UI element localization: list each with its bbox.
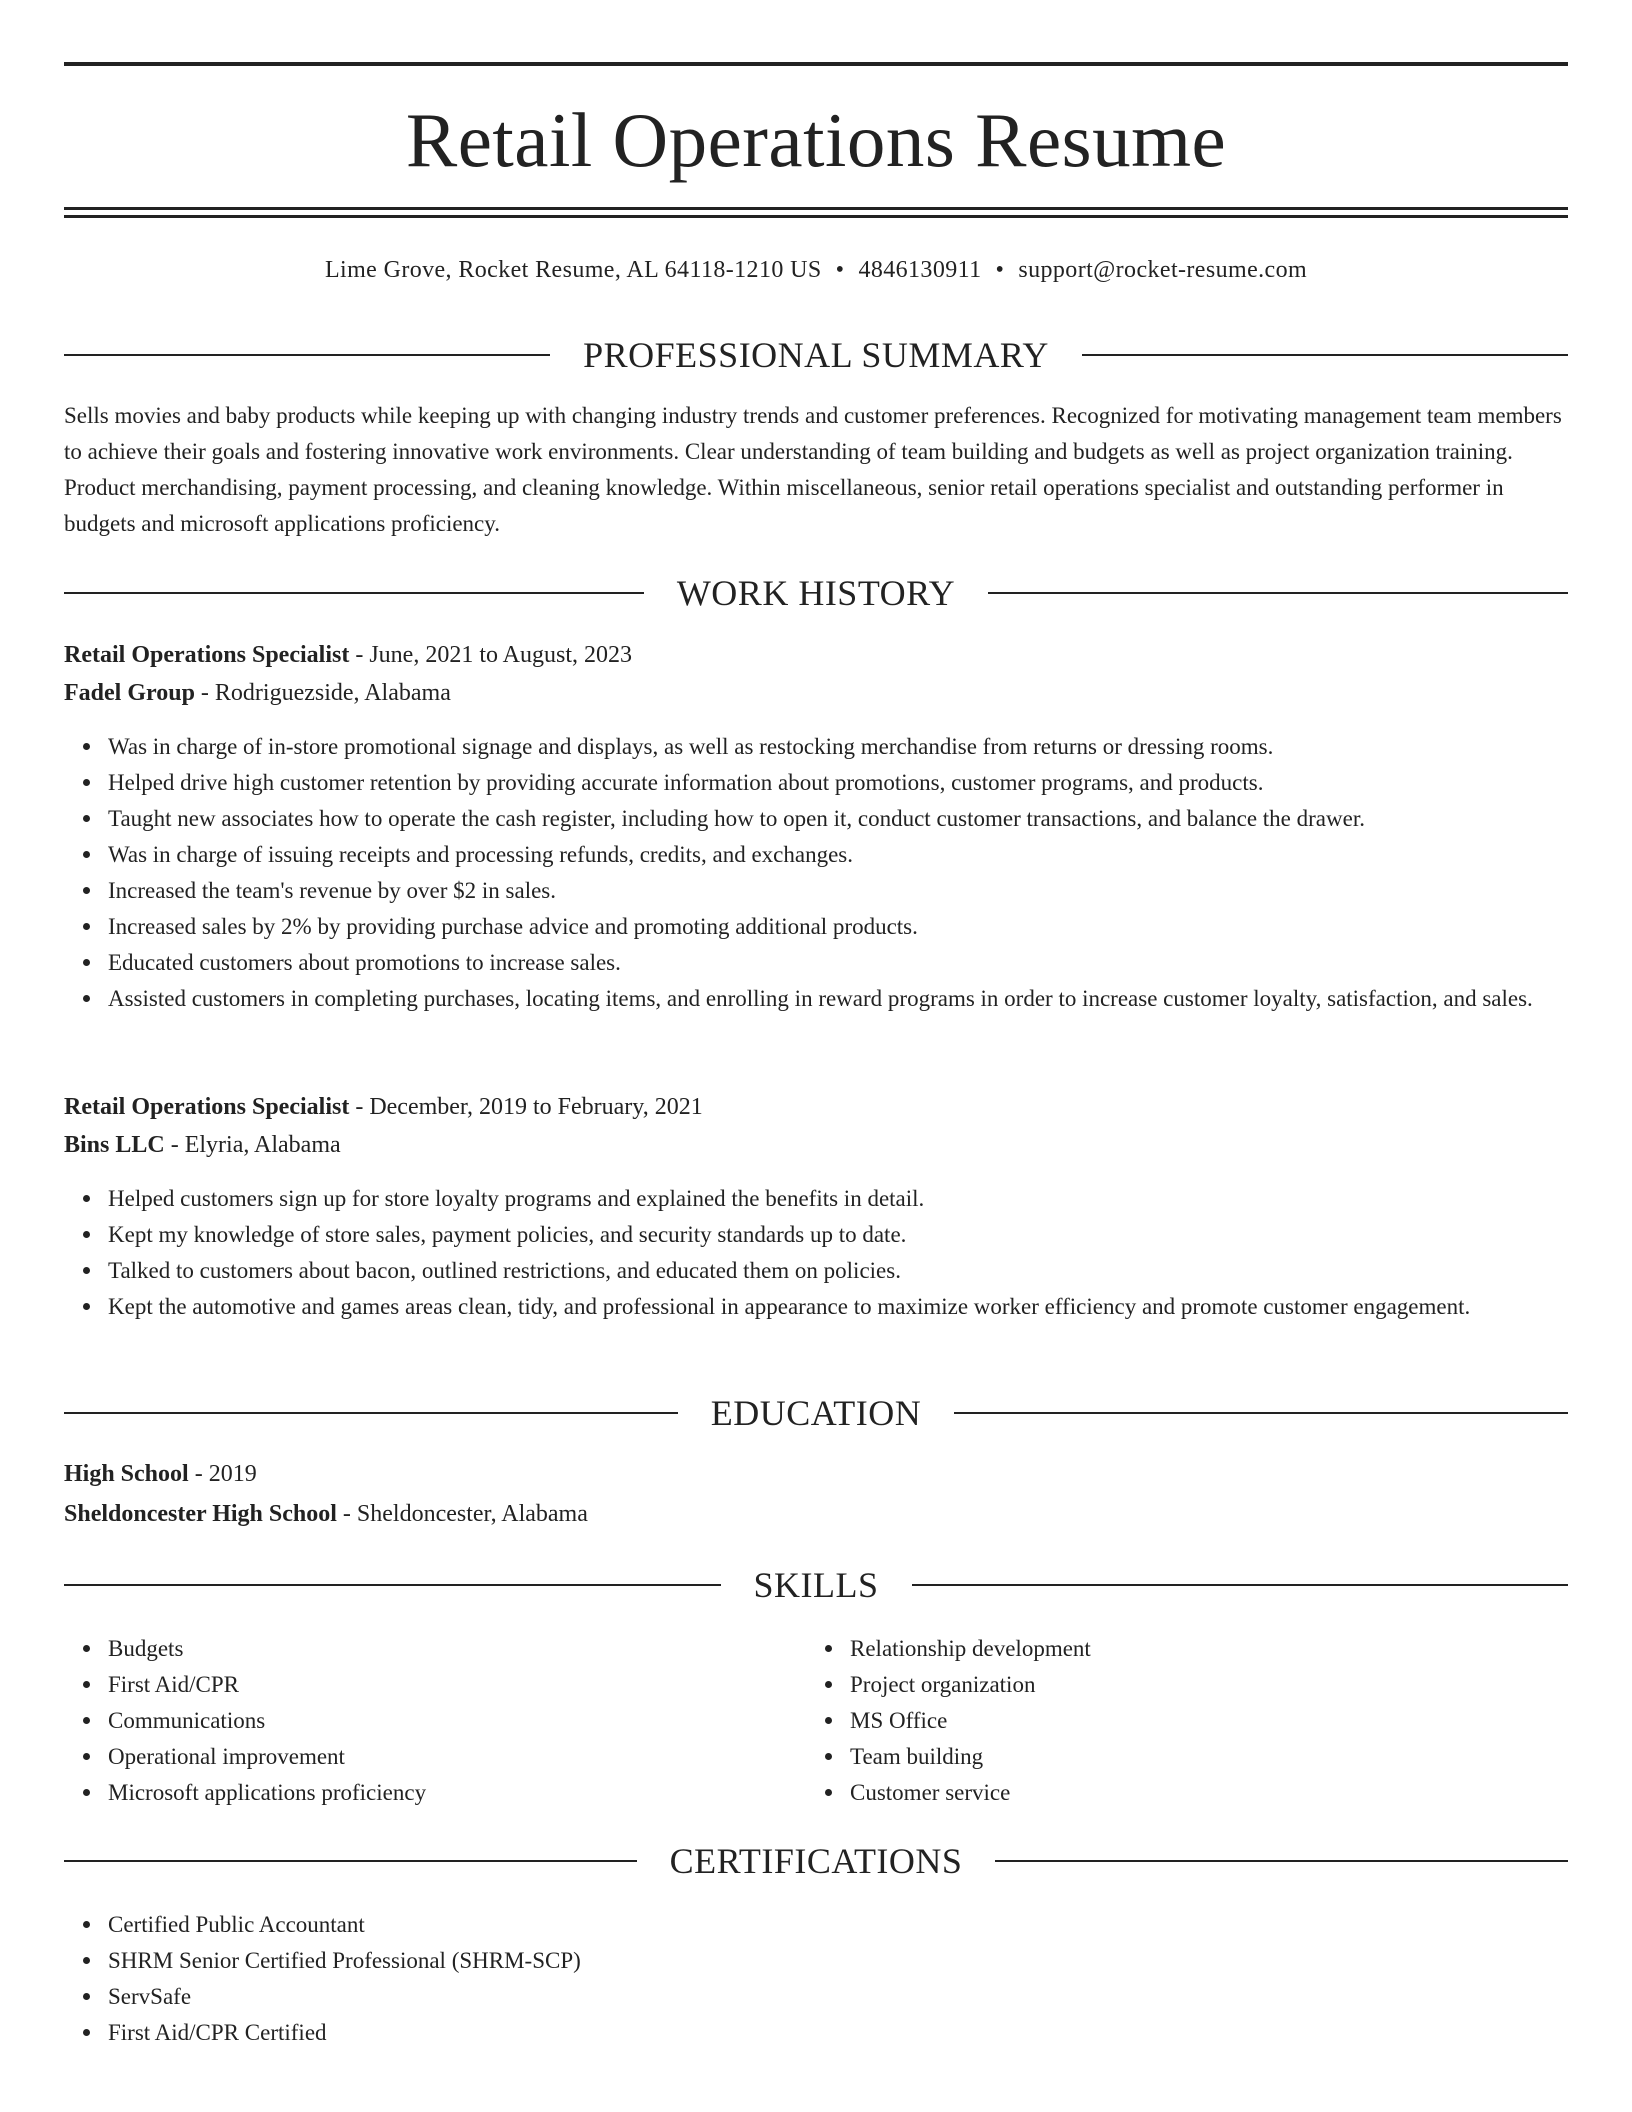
job-title: Retail Operations Specialist (64, 1094, 350, 1120)
contact-separator: • (835, 257, 845, 283)
job-title: Retail Operations Specialist (64, 642, 350, 668)
list-item: Microsoft applications proficiency (108, 1775, 804, 1811)
list-item: Customer service (850, 1775, 1546, 1811)
list-item: First Aid/CPR (108, 1667, 804, 1703)
job-dates: - June, 2021 to August, 2023 (349, 642, 632, 668)
section-title: WORK HISTORY (676, 573, 956, 613)
list-item: Helped drive high customer retention by providing accurate information about promotions, customer programs, and products. (108, 765, 1568, 801)
list-item: Project organization (850, 1667, 1546, 1703)
list-item: Relationship development (850, 1631, 1546, 1667)
section-heading-education (64, 1393, 1568, 1433)
heading-rule-left (64, 1412, 678, 1414)
heading-rule-right (1082, 354, 1568, 356)
job-location: - Elyria, Alabama (164, 1132, 341, 1158)
list-item: ServSafe (108, 1979, 1568, 2015)
list-item: Educated customers about promotions to increase sales. (108, 945, 1568, 981)
list-item: Certified Public Accountant (108, 1907, 1568, 1943)
skills-column-right (806, 1631, 1546, 1811)
job-title-line (64, 640, 1568, 670)
section-title: EDUCATION (710, 1393, 922, 1433)
list-item: Operational improvement (108, 1739, 804, 1775)
contact-address: Lime Grove, Rocket Resume, AL 64118-1210 US (324, 257, 822, 283)
list-item: SHRM Senior Certified Professional (SHRM-SCP) (108, 1943, 1568, 1979)
list-item: Talked to customers about bacon, outlined restrictions, and educated them on policies. (108, 1253, 1568, 1289)
list-item: Budgets (108, 1631, 804, 1667)
list-item: Team building (850, 1739, 1546, 1775)
education-degree-line (64, 1459, 1568, 1489)
summary-text: Sells movies and baby products while keeping up with changing industry trends and customer preferences. Recognized for motivating management team members to achieve their goals and fostering innovative work environments. Clear understanding of team building and budgets as well as project organization training. Product merchandising, payment processing, and cleaning knowledge. Within miscellaneous, senior retail operations specialist and outstanding performer in budgets and microsoft applications proficiency. (64, 403, 1562, 536)
list-item: First Aid/CPR Certified (108, 2015, 1568, 2051)
contact-separator: • (995, 257, 1005, 283)
heading-rule-left (64, 354, 550, 356)
top-rule (64, 62, 1568, 66)
contact-line (64, 255, 1568, 285)
list-item: Communications (108, 1703, 804, 1739)
heading-rule-left (64, 1584, 721, 1586)
education-degree: High School (64, 1461, 189, 1487)
skills-column-left (64, 1631, 804, 1811)
list-item: Increased sales by 2% by providing purchase advice and promoting additional products. (108, 909, 1568, 945)
section-heading-certifications (64, 1841, 1568, 1881)
job-title-line (64, 1092, 1568, 1122)
list-item: Was in charge of issuing receipts and processing refunds, credits, and exchanges. (108, 837, 1568, 873)
list-item: Taught new associates how to operate the cash register, including how to open it, conduct customer transactions, and balance the drawer. (108, 801, 1568, 837)
list-item: Assisted customers in completing purchases, locating items, and enrolling in reward programs in order to increase customer loyalty, satisfaction, and sales. (108, 981, 1568, 1017)
section-title: PROFESSIONAL SUMMARY (583, 335, 1049, 375)
heading-rule-left (64, 592, 644, 594)
education-school-line (64, 1499, 1568, 1529)
education-school: Sheldoncester High School (64, 1501, 337, 1527)
job-bullets (64, 729, 1568, 1017)
job-company-line (64, 1130, 1568, 1160)
page-title: Retail Operations Resume (405, 97, 1227, 183)
heading-rule-right (912, 1584, 1569, 1586)
list-item: MS Office (850, 1703, 1546, 1739)
contact-phone: 4846130911 (858, 257, 982, 283)
certifications-list (64, 1907, 1568, 2051)
title-rule-upper (64, 207, 1568, 210)
title-rule-lower (64, 215, 1568, 218)
heading-rule-right (954, 1412, 1568, 1414)
section-heading-skills (64, 1565, 1568, 1605)
heading-rule-right (988, 592, 1568, 594)
section-heading-summary (64, 335, 1568, 375)
section-title: SKILLS (753, 1565, 879, 1605)
education-year: - 2019 (188, 1461, 257, 1487)
job-company-line (64, 678, 1568, 708)
list-item: Helped customers sign up for store loyalty programs and explained the benefits in detail. (108, 1181, 1568, 1217)
heading-rule-right (995, 1860, 1568, 1862)
section-heading-work (64, 573, 1568, 613)
job-company: Bins LLC (64, 1132, 165, 1158)
list-item: Increased the team's revenue by over $2 in sales. (108, 873, 1568, 909)
list-item: Kept my knowledge of store sales, payment policies, and security standards up to date. (108, 1217, 1568, 1253)
job-bullets (64, 1181, 1568, 1325)
job-company: Fadel Group (64, 680, 195, 706)
contact-email: support@rocket-resume.com (1018, 257, 1308, 283)
list-item: Was in charge of in-store promotional signage and displays, as well as restocking merchandise from returns or dressing rooms. (108, 729, 1568, 765)
section-title: CERTIFICATIONS (669, 1841, 963, 1881)
job-location: - Rodriguezside, Alabama (194, 680, 451, 706)
list-item: Kept the automotive and games areas clean, tidy, and professional in appearance to maximize worker efficiency and promote customer engagement. (108, 1289, 1568, 1325)
education-location: - Sheldoncester, Alabama (336, 1501, 588, 1527)
heading-rule-left (64, 1860, 637, 1862)
job-dates: - December, 2019 to February, 2021 (349, 1094, 703, 1120)
